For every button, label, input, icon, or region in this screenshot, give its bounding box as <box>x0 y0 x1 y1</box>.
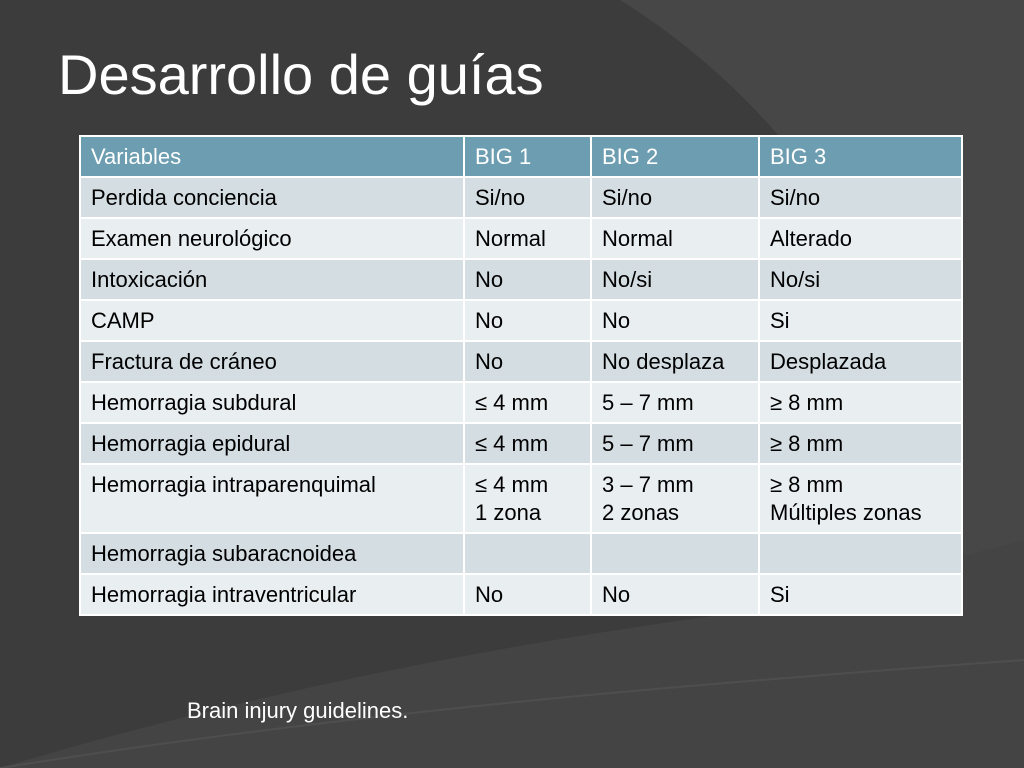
table-row <box>80 464 962 533</box>
table-cell: Examen neurológico <box>80 218 464 259</box>
slide-title: Desarrollo de guías <box>58 43 544 106</box>
table-cell: ≤ 4 mm <box>464 423 591 464</box>
table-cell: No desplaza <box>591 341 759 382</box>
table-cell: Hemorragia subdural <box>80 382 464 423</box>
header-cell-big-3: BIG 3 <box>759 136 962 177</box>
table-cell: No <box>591 574 759 615</box>
header-cell-big-2: BIG 2 <box>591 136 759 177</box>
table-cell: No <box>464 341 591 382</box>
slide-caption: Brain injury guidelines. <box>187 698 409 723</box>
table-container <box>79 135 961 616</box>
table-cell: ≥ 8 mm <box>759 423 962 464</box>
table-cell <box>591 533 759 574</box>
table-cell: Si/no <box>759 177 962 218</box>
table-cell: ≥ 8 mm <box>759 382 962 423</box>
table-row <box>80 300 962 341</box>
table-cell: 3 – 7 mm 2 zonas <box>591 464 759 533</box>
table-cell: Si <box>759 574 962 615</box>
table-row <box>80 177 962 218</box>
table-cell: No <box>464 259 591 300</box>
table-cell: No <box>464 300 591 341</box>
table-cell <box>759 533 962 574</box>
header-cell-big-1: BIG 1 <box>464 136 591 177</box>
table-row <box>80 382 962 423</box>
table-cell: Intoxicación <box>80 259 464 300</box>
table-cell: CAMP <box>80 300 464 341</box>
table-cell: Desplazada <box>759 341 962 382</box>
table-row <box>80 423 962 464</box>
table-cell: Si/no <box>591 177 759 218</box>
table-header-row <box>80 136 962 177</box>
table-cell: ≤ 4 mm <box>464 382 591 423</box>
table-cell: No/si <box>759 259 962 300</box>
table-cell: Hemorragia epidural <box>80 423 464 464</box>
table-row <box>80 218 962 259</box>
table-cell: ≤ 4 mm 1 zona <box>464 464 591 533</box>
table-cell: Normal <box>591 218 759 259</box>
table-cell: 5 – 7 mm <box>591 423 759 464</box>
table-row <box>80 341 962 382</box>
table-cell: Alterado <box>759 218 962 259</box>
table-cell: Hemorragia intraventricular <box>80 574 464 615</box>
table-cell: Perdida conciencia <box>80 177 464 218</box>
header-cell-variables: Variables <box>80 136 464 177</box>
brain-injury-guidelines-table <box>79 135 963 616</box>
table-cell: Si <box>759 300 962 341</box>
table-cell: ≥ 8 mm Múltiples zonas <box>759 464 962 533</box>
table-cell <box>464 533 591 574</box>
table-cell: Hemorragia intraparenquimal <box>80 464 464 533</box>
table-cell: 5 – 7 mm <box>591 382 759 423</box>
table-cell: Normal <box>464 218 591 259</box>
table-row <box>80 259 962 300</box>
table-row <box>80 533 962 574</box>
table-cell: No <box>591 300 759 341</box>
table-cell: No/si <box>591 259 759 300</box>
table-cell: No <box>464 574 591 615</box>
table-cell: Hemorragia subaracnoidea <box>80 533 464 574</box>
table-cell: Fractura de cráneo <box>80 341 464 382</box>
table-cell: Si/no <box>464 177 591 218</box>
table-row <box>80 574 962 615</box>
